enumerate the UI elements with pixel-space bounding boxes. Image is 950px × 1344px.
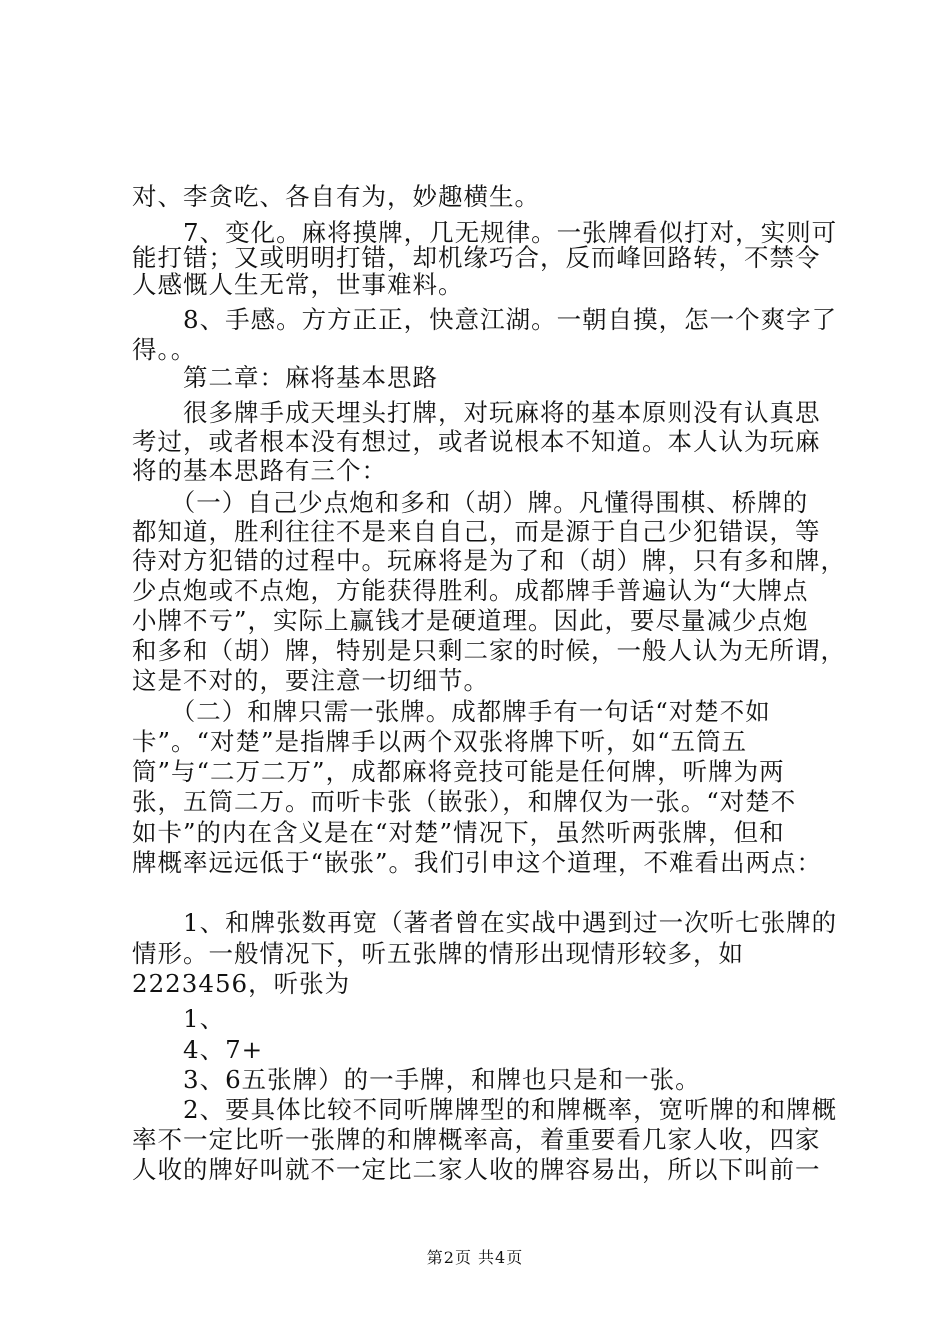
page-footer: 第2页 共4页 xyxy=(426,1248,524,1267)
section-heading: 第二章：麻将基本思路 xyxy=(132,363,438,392)
body-text-line: 小牌不亏”，实际上赢钱才是硬道理。因此，要尽量减少点炮 xyxy=(132,606,809,635)
body-text-line: 7、变化。麻将摸牌，几无规律。一张牌看似打对，实则可 xyxy=(132,218,838,247)
body-text-line: 2223456，听张为 xyxy=(132,969,351,998)
body-text-line: 待对方犯错的过程中。玩麻将是为了和（胡）牌，只有多和牌， xyxy=(132,546,846,575)
body-text-line: 对、李贪吃、各自有为，妙趣横生。 xyxy=(132,182,540,211)
body-text-line: 筒”与“二万二万”，成都麻将竞技可能是任何牌，听牌为两 xyxy=(132,757,785,786)
body-text-line: （二）和牌只需一张牌。成都牌手有一句话“对楚不如 xyxy=(132,697,771,726)
body-text-line: 率不一定比听一张牌的和牌概率高，着重要看几家人收，四家 xyxy=(132,1125,821,1154)
body-text-line: 这是不对的，要注意一切细节。 xyxy=(132,666,489,695)
body-text-line: 少点炮或不点炮，方能获得胜利。成都牌手普遍认为“大牌点 xyxy=(132,576,809,605)
body-text-line: 3、6五张牌）的一手牌，和牌也只是和一张。 xyxy=(132,1065,701,1094)
body-text-line: 能打错；又或明明打错，却机缘巧合，反而峰回路转，不禁令 xyxy=(132,243,821,272)
body-text-line: 2、要具体比较不同听牌牌型的和牌概率，宽听牌的和牌概 xyxy=(132,1095,838,1124)
body-text-line: 人感慨人生无常，世事难料。 xyxy=(132,270,464,299)
body-text-line: 得。。 xyxy=(132,335,197,364)
body-text-line: 1、 xyxy=(132,1004,226,1033)
body-text-line: （一）自己少点炮和多和（胡）牌。凡懂得围棋、桥牌的 xyxy=(132,488,809,517)
body-text-line: 情形。一般情况下，听五张牌的情形出现情形较多，如 xyxy=(132,939,744,968)
body-text-line: 张，五筒二万。而听卡张（嵌张），和牌仅为一张。“对楚不 xyxy=(132,787,797,816)
body-text-line: 很多牌手成天埋头打牌，对玩麻将的基本原则没有认真思 xyxy=(132,398,821,427)
body-text-line: 考过，或者根本没有想过，或者说根本不知道。本人认为玩麻 xyxy=(132,427,821,456)
body-text-line: 卡”。“对楚”是指牌手以两个双张将牌下听，如“五筒五 xyxy=(132,727,748,756)
body-text-line: 4、7+ xyxy=(132,1035,264,1064)
body-text-line: 和多和（胡）牌，特别是只剩二家的时候，一般人认为无所谓， xyxy=(132,636,846,665)
body-text-line: 1、和牌张数再宽（著者曾在实战中遇到过一次听七张牌的 xyxy=(132,908,838,937)
body-text-line: 都知道，胜利往往不是来自自己，而是源于自己少犯错误，等 xyxy=(132,517,821,546)
body-text-line: 8、手感。方方正正，快意江湖。一朝自摸，怎一个爽字了 xyxy=(132,305,838,334)
body-text-line: 人收的牌好叫就不一定比二家人收的牌容易出，所以下叫前一 xyxy=(132,1155,821,1184)
body-text-line: 如卡”的内在含义是在“对楚”情况下，虽然听两张牌，但和 xyxy=(132,818,785,847)
body-text-line: 牌概率远远低于“嵌张”。我们引申这个道理，不难看出两点： xyxy=(132,848,823,877)
body-text-line: 将的基本思路有三个： xyxy=(132,456,387,485)
